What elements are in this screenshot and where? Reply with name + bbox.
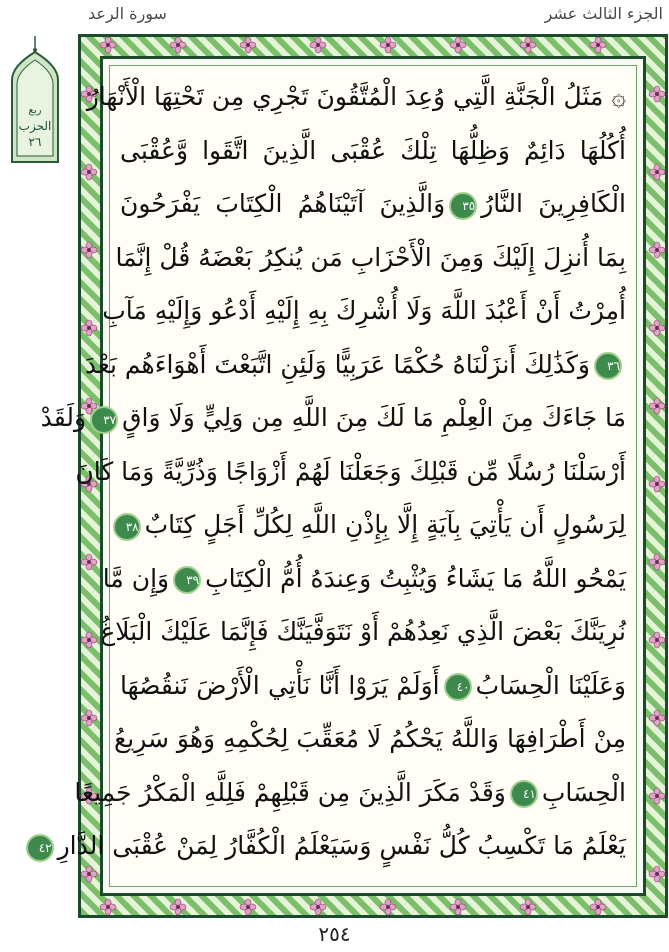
border-flower (450, 899, 466, 915)
verse-line (113, 722, 626, 758)
verse-text: مَا جَاءَكَ مِنَ الْعِلْمِ مَا لَكَ مِنَ اللَّهِ مِن وَلِيٍّ وَلَا وَاقٍ (122, 403, 626, 432)
verse-text: نُرِيَنَّكَ بَعْضَ الَّذِي نَعِدُهُمْ أَوْ نَتَوَفَّيَنَّكَ فَإِنَّمَا عَلَيْكَ الْبَلَاغُ (100, 617, 626, 646)
verse-text: مِنْ أَطْرَافِهَا وَاللَّهُ يَحْكُمُ لَا مُعَقِّبَ لِحُكْمِهِ وَهُوَ سَرِيعُ (113, 724, 626, 753)
border-flower (649, 398, 665, 414)
border-flower (240, 37, 256, 53)
border-flower (380, 899, 396, 915)
verse-text: أُمِرْتُ أَنْ أَعْبُدَ اللَّهَ وَلَا أُشْرِكَ بِهِ إِلَيْهِ أَدْعُو وَإِلَيْهِ مَآبِ (102, 296, 626, 325)
verse-line (100, 615, 626, 651)
ayah-number-marker: ٣٨ (113, 513, 141, 541)
border-flower (81, 866, 97, 882)
verse-line (120, 187, 626, 223)
inner-frame (38, 56, 646, 896)
border-flower (649, 632, 665, 648)
border-flower (310, 37, 326, 53)
verse-line (74, 776, 626, 812)
border-flower (590, 37, 606, 53)
border-flower (310, 899, 326, 915)
border-flower (170, 37, 186, 53)
border-flower (81, 242, 97, 258)
verse-text: الْحِسَابِ (541, 777, 626, 807)
verse-text: أَوَلَمْ يَرَوْا أَنَّا نَأْتِي الْأَرْضَ نَنقُصُهَا (120, 670, 440, 700)
ayah-number-marker: ٣٧ (90, 406, 118, 434)
verse-line (38, 829, 626, 865)
ayah-number-marker: ٤١ (510, 780, 538, 808)
verse-text: وَقَدْ مَكَرَ الَّذِينَ مِن قَبْلِهِمْ فَلِلَّهِ الْمَكْرُ جَمِيعًا (74, 777, 506, 807)
verse-line (84, 348, 626, 384)
verse-line (102, 562, 626, 598)
verse-text: الْكَافِرِينَ النَّارُ (481, 189, 626, 218)
border-flower (649, 866, 665, 882)
page-number: ٢٥٤ (318, 922, 351, 946)
hizb-quarter-label: ربع (28, 105, 42, 116)
verse-line (75, 455, 626, 491)
verse-text: يَمْحُو اللَّهُ مَا يَشَاءُ وَيُثْبِتُ وَعِندَهُ أُمُّ الْكِتَابِ (205, 563, 626, 593)
verse-text: أُكُلُهَا دَائِمٌ وَظِلُّهَا تِلْكَ عُقْبَى الَّذِينَ اتَّقَوا وَّعُقْبَى (120, 135, 626, 165)
border-flower (649, 320, 665, 336)
border-flower (590, 899, 606, 915)
border-flower (81, 554, 97, 570)
border-flower (450, 37, 466, 53)
verse-line (86, 80, 626, 116)
ayah-number-marker: ٤٢ (26, 834, 54, 862)
verse-text: لِرَسُولٍ أَن يَأْتِيَ بِآيَةٍ إِلَّا بِإِذْنِ اللَّهِ لِكُلِّ أَجَلٍ كِتَابٌ (144, 510, 626, 539)
verse-line (102, 294, 626, 330)
border-flower (649, 242, 665, 258)
verse-text: وَإِن مَّا (102, 563, 170, 593)
border-flower (100, 37, 116, 53)
hizb-label: الحزب (18, 119, 52, 133)
verse-text: يَعْلَمُ مَا تَكْسِبُ كُلُّ نَفْسٍ وَسَيَعْلَمُ الْكُفَّارُ لِمَنْ عُقْبَى الدَّارِ (57, 831, 626, 860)
verse-line (120, 134, 626, 170)
verse-text: وَالَّذِينَ آتَيْنَاهُمُ الْكِتَابَ يَفْرَحُونَ (120, 189, 446, 218)
verse-text: أَرْسَلْنَا رُسُلًا مِّن قَبْلِكَ وَجَعَلْنَا لَهُمْ أَزْوَاجًا وَذُرِّيَّةً وَمَا كَانَ (75, 456, 626, 486)
border-flower (649, 554, 665, 570)
border-flower (81, 320, 97, 336)
ayah-number-marker: ٣٥ (449, 192, 477, 220)
ayah-number-marker: ٤٠ (444, 673, 472, 701)
verse-line (40, 401, 626, 437)
border-flower (649, 788, 665, 804)
border-flower (649, 476, 665, 492)
border-flower (100, 899, 116, 915)
border-flower (649, 710, 665, 726)
verse-text: وَعَلَيْنَا الْحِسَابُ (475, 670, 626, 700)
hizb-badge-text (8, 36, 62, 164)
verse-text: وَكَذَٰلِكَ أَنزَلْنَاهُ حُكْمًا عَرَبِيًّا وَلَئِنِ اتَّبَعْتَ أَهْوَاءَهُم بَعْدَ (84, 349, 590, 379)
border-flower (520, 37, 536, 53)
juz-title: الجزء الثالث عشر (544, 4, 663, 23)
verse-text: بِمَا أُنزِلَ إِلَيْكَ وَمِنَ الْأَحْزَابِ مَن يُنكِرُ بَعْضَهُ قُلْ إِنَّمَا (115, 242, 626, 272)
text-area (38, 65, 637, 887)
ayah-number-marker: ٣٦ (594, 352, 622, 380)
page-header (0, 0, 669, 34)
hizb-number: ٢٦ (28, 135, 42, 149)
border-flower (520, 899, 536, 915)
border-flower (81, 632, 97, 648)
verse-line (115, 241, 626, 277)
border-flower (170, 899, 186, 915)
verse-text: ۞ مَثَلُ الْجَنَّةِ الَّتِي وُعِدَ الْمُتَّقُونَ تَجْرِي مِن تَحْتِهَا الْأَنْهَارُ (86, 82, 626, 111)
border-flower (81, 710, 97, 726)
border-flower (649, 86, 665, 102)
verse-line (120, 508, 626, 544)
surah-title: سورة الرعد (88, 4, 167, 23)
verse-text: وَلَقَدْ (40, 403, 87, 432)
ayah-number-marker: ٣٩ (173, 566, 201, 594)
page-frame (38, 34, 668, 918)
border-flower (649, 164, 665, 180)
border-flower (81, 164, 97, 180)
verse-line (120, 669, 626, 705)
border-flower (240, 899, 256, 915)
border-flower (380, 37, 396, 53)
